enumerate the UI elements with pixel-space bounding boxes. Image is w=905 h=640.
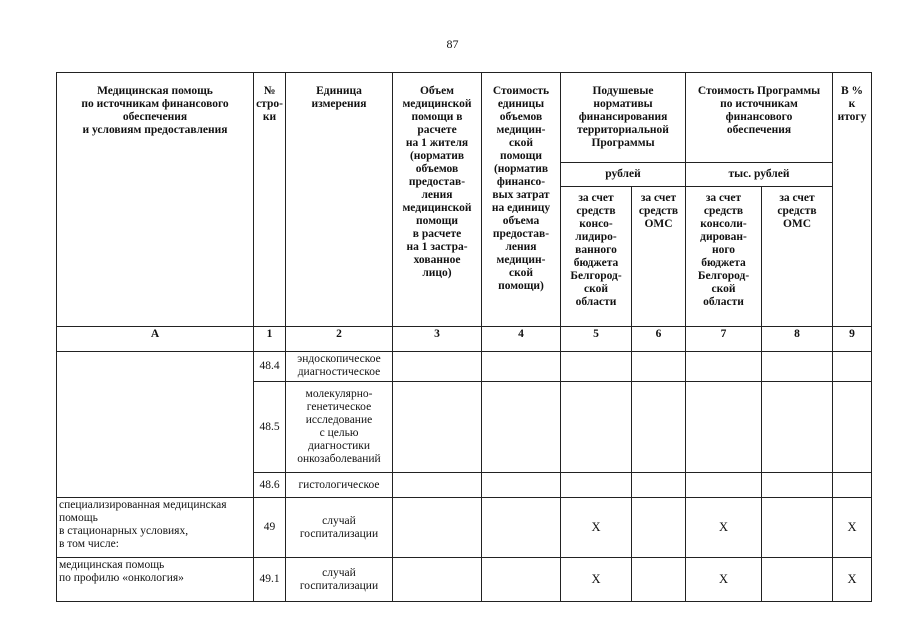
index-cell: А bbox=[57, 327, 254, 352]
value-cell-8 bbox=[762, 352, 833, 382]
value-cell-3 bbox=[393, 473, 482, 498]
value-cell-6 bbox=[632, 473, 686, 498]
header-col-1: № стро- ки bbox=[254, 73, 286, 327]
column-index-row bbox=[57, 327, 872, 352]
row-unit: эндоскопическое диагностическое bbox=[286, 352, 393, 382]
value-cell-9 bbox=[833, 352, 872, 382]
index-cell: 1 bbox=[254, 327, 286, 352]
value-cell-8 bbox=[762, 498, 833, 558]
header-col-78-unit: тыс. рублей bbox=[686, 163, 833, 187]
value-cell-9: Х bbox=[833, 498, 872, 558]
value-cell-4 bbox=[482, 473, 561, 498]
header-col-2: Единица измерения bbox=[286, 73, 393, 327]
value-cell-4 bbox=[482, 498, 561, 558]
value-cell-7: Х bbox=[686, 498, 762, 558]
row-unit: молекулярно- генетическое исследование с целью диагностики онкозаболеваний bbox=[286, 382, 393, 473]
header-col-3: Объем медицинской помощи в расчете на 1 жителя (норматив объемов предостав- ления медицинской помощи в расчете на 1 застра- хованное лицо) bbox=[393, 73, 482, 327]
header-col-6: за счет средств ОМС bbox=[632, 187, 686, 327]
value-cell-7 bbox=[686, 473, 762, 498]
value-cell-6 bbox=[632, 498, 686, 558]
row-number: 48.4 bbox=[254, 352, 286, 382]
value-cell-5 bbox=[561, 382, 632, 473]
value-cell-8 bbox=[762, 382, 833, 473]
table-row bbox=[57, 558, 872, 602]
page-number: 87 bbox=[446, 37, 459, 51]
value-cell-6 bbox=[632, 382, 686, 473]
row-label: медицинская помощь по профилю «онкология» bbox=[57, 558, 254, 602]
value-cell-4 bbox=[482, 352, 561, 382]
header-col-5: за счет средств консо- лидиро- ванного бюджета Белгород- ской области bbox=[561, 187, 632, 327]
index-cell: 7 bbox=[686, 327, 762, 352]
index-cell: 9 bbox=[833, 327, 872, 352]
index-cell: 3 bbox=[393, 327, 482, 352]
value-cell-9: Х bbox=[833, 558, 872, 602]
header-col-a: Медицинская помощь по источникам финансового обеспечения и условиям предоставления bbox=[57, 73, 254, 327]
index-cell: 8 bbox=[762, 327, 833, 352]
header-col-9: В % к итогу bbox=[833, 73, 872, 327]
row-unit: случай госпитализации bbox=[286, 558, 393, 602]
value-cell-3 bbox=[393, 558, 482, 602]
row-label: специализированная медицинская помощь в стационарных условиях, в том числе: bbox=[57, 498, 254, 558]
header-col-56: Подушевые нормативы финансирования территориальной Программы bbox=[561, 73, 686, 163]
table-row bbox=[57, 498, 872, 558]
index-cell: 6 bbox=[632, 327, 686, 352]
value-cell-3 bbox=[393, 352, 482, 382]
value-cell-7 bbox=[686, 352, 762, 382]
value-cell-9 bbox=[833, 382, 872, 473]
header-col-78: Стоимость Программы по источникам финансового обеспечения bbox=[686, 73, 833, 163]
value-cell-6 bbox=[632, 558, 686, 602]
row-number: 48.6 bbox=[254, 473, 286, 498]
row-label bbox=[57, 352, 254, 498]
value-cell-7: Х bbox=[686, 558, 762, 602]
index-cell: 5 bbox=[561, 327, 632, 352]
value-cell-5: Х bbox=[561, 498, 632, 558]
value-cell-9 bbox=[833, 473, 872, 498]
value-cell-5 bbox=[561, 473, 632, 498]
index-cell: 2 bbox=[286, 327, 393, 352]
row-number: 48.5 bbox=[254, 382, 286, 473]
row-unit: гистологическое bbox=[286, 473, 393, 498]
index-cell: 4 bbox=[482, 327, 561, 352]
value-cell-3 bbox=[393, 382, 482, 473]
value-cell-8 bbox=[762, 473, 833, 498]
value-cell-4 bbox=[482, 558, 561, 602]
value-cell-6 bbox=[632, 352, 686, 382]
value-cell-5 bbox=[561, 352, 632, 382]
table-row bbox=[57, 352, 872, 382]
financing-table bbox=[56, 72, 872, 602]
header-col-56-unit: рублей bbox=[561, 163, 686, 187]
row-number: 49.1 bbox=[254, 558, 286, 602]
value-cell-7 bbox=[686, 382, 762, 473]
value-cell-4 bbox=[482, 382, 561, 473]
value-cell-8 bbox=[762, 558, 833, 602]
header-col-4: Стоимость единицы объемов медицин- ской помощи (норматив финансо- вых затрат на единицу объема предостав- ления медицин- ской помощи) bbox=[482, 73, 561, 327]
header-col-7: за счет средств консоли- дирован- ного бюджета Белгород- ской области bbox=[686, 187, 762, 327]
header-col-8: за счет средств ОМС bbox=[762, 187, 833, 327]
value-cell-3 bbox=[393, 498, 482, 558]
value-cell-5: Х bbox=[561, 558, 632, 602]
row-number: 49 bbox=[254, 498, 286, 558]
row-unit: случай госпитализации bbox=[286, 498, 393, 558]
